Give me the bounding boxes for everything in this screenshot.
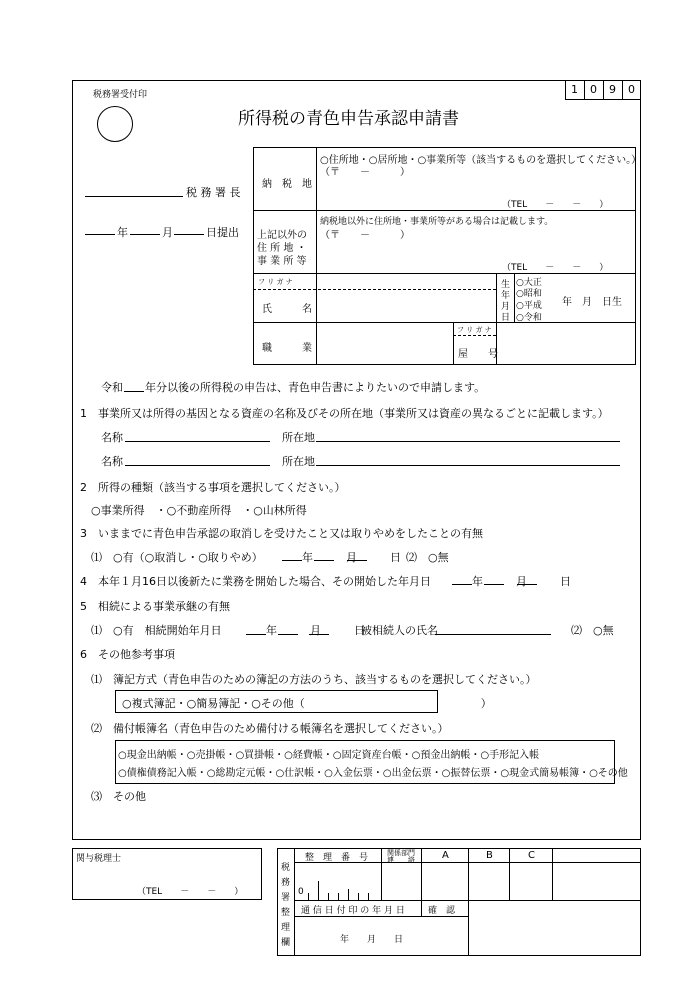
era-option-reiwa[interactable]: ○令和 xyxy=(516,313,542,323)
q5-text: 5 相続による事業承継の有無 xyxy=(80,600,230,613)
q3-option-yes[interactable]: ⑴ ○有（○取消し・○取りやめ） xyxy=(91,551,263,564)
postal-code-field-1[interactable]: （〒 － ） xyxy=(320,167,410,178)
q5-heir-label: 被相続人の氏名 xyxy=(361,624,438,637)
q5-option-no[interactable]: ⑵ ○無 xyxy=(571,624,614,637)
birth-ymd: 年 月 日生 xyxy=(562,297,622,308)
tel-field-2[interactable]: （TEL － － ） xyxy=(502,263,609,273)
ledger-options-line-2[interactable]: ○債権債務記入帳・○総勘定元帳・○仕訳帳・○入金伝票・○出金伝票・○振替伝票・○現金式簡易帳簿・○その他 xyxy=(118,768,628,779)
era-option-taisho[interactable]: ○大正 xyxy=(516,278,542,288)
office-processing-table xyxy=(277,848,641,956)
q1-name-label-2: 名称 xyxy=(101,455,123,468)
office-label-char: 税 xyxy=(281,863,291,873)
seiri-zero: 0 xyxy=(298,887,304,897)
intro-text: 年分以後の所得税の申告は、青色申告書によりたいので申請します。 xyxy=(145,381,486,394)
era-option-heisei[interactable]: ○平成 xyxy=(516,301,542,311)
postal-code-field-2[interactable]: （〒 － ） xyxy=(320,230,410,241)
nozeichi-choice: ○住所地・○居所地・○事業所等（該当するものを選択してください。） xyxy=(320,155,642,166)
form-number-digit: 9 xyxy=(609,83,616,96)
office-label-char: 欄 xyxy=(281,938,291,948)
occupation-label: 職 業 xyxy=(262,343,312,354)
kankei-label-2: 連 絡 xyxy=(387,856,415,864)
form-number-digit: 1 xyxy=(571,83,578,96)
tel-field-1[interactable]: （TEL － － ） xyxy=(502,200,609,210)
furigana-label-2: フ リ ガ ナ xyxy=(457,326,492,334)
kakunin-label: 確 認 xyxy=(428,906,456,916)
q6-text: 6 その他参考事項 xyxy=(80,648,175,661)
birth-label-char: 日 xyxy=(501,313,511,323)
q1-loc-label-2: 所在地 xyxy=(282,455,315,468)
other-address-note: 納税地以外に住所地・事業所等がある場合は記載します。 xyxy=(320,217,554,227)
q1-loc-label-1: 所在地 xyxy=(282,431,315,444)
intro-prefix: 令和 xyxy=(101,381,123,394)
office-label-char: 署 xyxy=(281,893,291,903)
date-month-label: 月 xyxy=(162,226,173,239)
q3-ymd: 年 月 日 xyxy=(302,551,401,564)
q3-option-no[interactable]: ⑵ ○無 xyxy=(406,551,449,564)
form-number-digit: 0 xyxy=(628,83,635,96)
date-year-label: 年 xyxy=(117,226,128,239)
other-address-label-3: 事 業 所 等 xyxy=(257,256,307,267)
nozeichi-label: 納 税 地 xyxy=(262,179,312,190)
q2-options[interactable]: ○事業所得 ・○不動産所得 ・○山林所得 xyxy=(91,504,307,517)
furigana-label: フ リ ガ ナ xyxy=(258,278,293,286)
q6-sub1: ⑴ 簿記方式（青色申告のための簿記の方法のうち、該当するものを選択してください。） xyxy=(91,673,537,686)
tsushin-ymd: 年 月 日 xyxy=(340,935,404,945)
yago-label: 屋 号 xyxy=(458,349,498,360)
bookkeeping-options[interactable]: ○複式簿記・○簡易簿記・○その他（ ） xyxy=(122,697,492,710)
q3-text: 3 いままでに青色申告承認の取消しを受けたこと又は取りやめをしたことの有無 xyxy=(80,527,483,540)
office-label-char: 理 xyxy=(281,923,291,933)
form-number-digit: 0 xyxy=(590,83,597,96)
office-label-char: 務 xyxy=(281,878,291,888)
other-address-label-1: 上記以外の xyxy=(257,230,307,241)
kankei-label-1: 関係部門 xyxy=(387,849,415,857)
q4-ymd: 年 月 日 xyxy=(472,575,571,588)
name-label: 氏 名 xyxy=(262,304,312,315)
col-a: A xyxy=(442,850,449,861)
col-b: B xyxy=(486,850,493,861)
ledger-options-line-1[interactable]: ○現金出納帳・○売掛帳・○買掛帳・○経費帳・○固定資産台帳・○預金出納帳・○手形記入帳 xyxy=(118,750,540,761)
stamp-label: 税務署受付印 xyxy=(93,90,148,100)
tsushin-label: 通 信 日 付 印 の 年 月 日 xyxy=(301,906,405,916)
other-address-label-2: 住 所 地 ・ xyxy=(257,243,307,254)
q1-name-label-1: 名称 xyxy=(101,431,123,444)
date-day-label: 日提出 xyxy=(206,226,239,239)
era-option-showa[interactable]: ○昭和 xyxy=(516,289,542,299)
office-suffix: 税 務 署 長 xyxy=(186,186,241,199)
tax-accountant-label: 関与税理士 xyxy=(76,854,122,864)
q5-ymd: 年 月 日 xyxy=(266,624,365,637)
q2-text: 2 所得の種類（該当する事項を選択してください。） xyxy=(80,481,346,494)
tax-accountant-tel[interactable]: （TEL － － ） xyxy=(137,887,244,897)
q5-option-yes[interactable]: ⑴ ○有 相続開始年月日 xyxy=(91,624,222,637)
q4-text: 4 本年１月16日以後新たに業務を開始した場合、その開始した年月日 xyxy=(80,575,431,588)
receipt-stamp-circle xyxy=(97,106,133,142)
birth-label-char: 月 xyxy=(501,302,511,312)
birth-label-char: 年 xyxy=(501,291,511,301)
q6-sub2: ⑵ 備付帳簿名（青色申告のため備付ける帳簿名を選択してください。） xyxy=(91,722,449,735)
office-label-char: 整 xyxy=(281,908,291,918)
birth-label-char: 生 xyxy=(501,280,511,290)
seiri-number-label: 整 理 番 号 xyxy=(305,853,369,863)
page-title: 所得税の青色申告承認申請書 xyxy=(238,109,459,129)
q1-text: 1 事業所又は所得の基因となる資産の名称及びその所在地（事業所又は資産の異なるごとに記載します。） xyxy=(80,407,609,420)
q6-sub3: ⑶ その他 xyxy=(91,790,146,803)
col-c: C xyxy=(528,850,535,861)
